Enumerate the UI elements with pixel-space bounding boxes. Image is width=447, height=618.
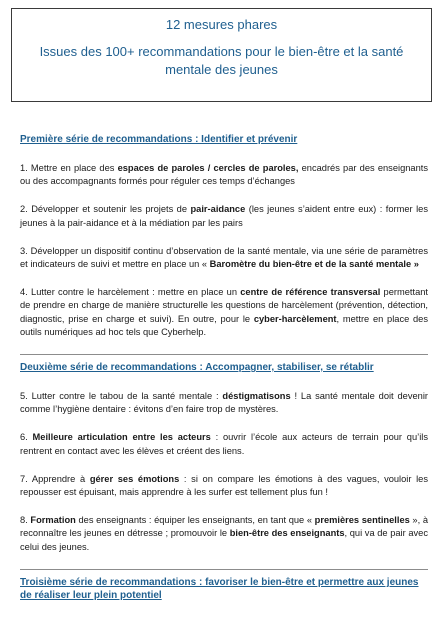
emphasis-text: pair-aidance [190, 204, 246, 215]
body-text: 4. Lutter contre le harcèlement : mettre en place un [20, 287, 241, 298]
title-box [11, 8, 432, 102]
emphasis-text: espaces de paroles / cercles de paroles, [117, 163, 299, 173]
body-text: 8. [20, 515, 31, 526]
body-text: encadrés par des enseignants ou des accompagnants formés pour réguler ces temps d’échanges [20, 163, 428, 187]
recommendation-section [20, 569, 428, 602]
section-divider [20, 569, 428, 570]
recommendation-item [20, 431, 428, 457]
recommendation-item [20, 286, 428, 339]
body-text: 7. Apprendre à [20, 473, 90, 484]
recommendation-item [20, 514, 428, 554]
body-text: 5. Lutter contre le tabou de la santé mentale : [20, 391, 223, 402]
emphasis-text: gérer ses émotions [89, 473, 180, 484]
document-subtitle: Issues des 100+ recommandations pour le bien-être et la santé mentale des jeunes [39, 44, 404, 77]
body-text: ! La santé mentale doit devenir comme l’hygiène dentaire : évitons d’en faire trop de mystères. [20, 391, 428, 415]
document-body [20, 133, 428, 618]
body-text: 6. [20, 432, 33, 443]
body-text: : ouvrir l’école aux acteurs de terrain pour qu’ils rentrent en contact avec les élèves et créent des liens. [20, 432, 428, 456]
body-text: », à reconnaître les jeunes en détresse ; promouvoir le [20, 515, 428, 539]
recommendation-item [20, 162, 428, 188]
recommendation-item [20, 203, 428, 229]
section-heading: Deuxième série de recommandations : Accompagner, stabiliser, se rétablir [20, 362, 374, 374]
recommendation-section [20, 354, 428, 554]
document-title: 12 mesures phares [165, 17, 278, 32]
body-text: , mettre en place des outils numériques ad hoc tels que Cyberhelp. [20, 313, 428, 337]
body-text: 2. Développer et soutenir les projets de [20, 204, 191, 215]
recommendation-item [20, 473, 428, 499]
body-text: permettant de prendre en charge de manière structurelle les questions de harcèlement (prévention, détection, diagnostic, prise en charge et suivi). En outre, pour le [20, 287, 428, 324]
body-text: , qui va de pair avec celui des jeunes. [20, 528, 428, 552]
recommendation-item [20, 390, 428, 416]
emphasis-text: cyber-harcèlement [253, 313, 337, 324]
section-heading: Première série de recommandations : Identifier et prévenir [20, 134, 298, 145]
emphasis-text: Formation [30, 515, 76, 526]
recommendation-section [20, 133, 428, 339]
emphasis-text: centre de référence transversal [240, 287, 381, 298]
body-text: (les jeunes s’aident entre eux) : former les jeunes à la pair-aidance et à la médiation par les pairs [20, 204, 428, 228]
emphasis-text: premières sentinelles [314, 515, 410, 526]
section-heading: Troisième série de recommandations : favoriser le bien-être et permettre aux jeunes de réaliser leur plein potentiel [20, 576, 419, 601]
body-text: : si on compare les émotions à des vagues, vouloir les repousser est épuisant, mais apprendre à les surfer est tellement plus fun ! [20, 473, 429, 498]
emphasis-text: Meilleure articulation entre les acteurs [32, 432, 211, 443]
emphasis-text: Baromètre du bien-être et de la santé mentale » [209, 259, 419, 270]
emphasis-text: déstigmatisons [222, 391, 291, 402]
emphasis-text: bien-être des enseignants [229, 528, 345, 539]
body-text: des enseignants : équiper les enseignants, en tant que « [75, 515, 315, 526]
body-text: 3. Développer un dispositif continu d’observation de la santé mentale, via une série de paramètres et indicateurs de suivi et mettre en place un « [20, 245, 428, 270]
recommendation-item [20, 245, 428, 271]
body-text: 1. Mettre en place des [20, 163, 118, 173]
section-divider [20, 354, 428, 355]
